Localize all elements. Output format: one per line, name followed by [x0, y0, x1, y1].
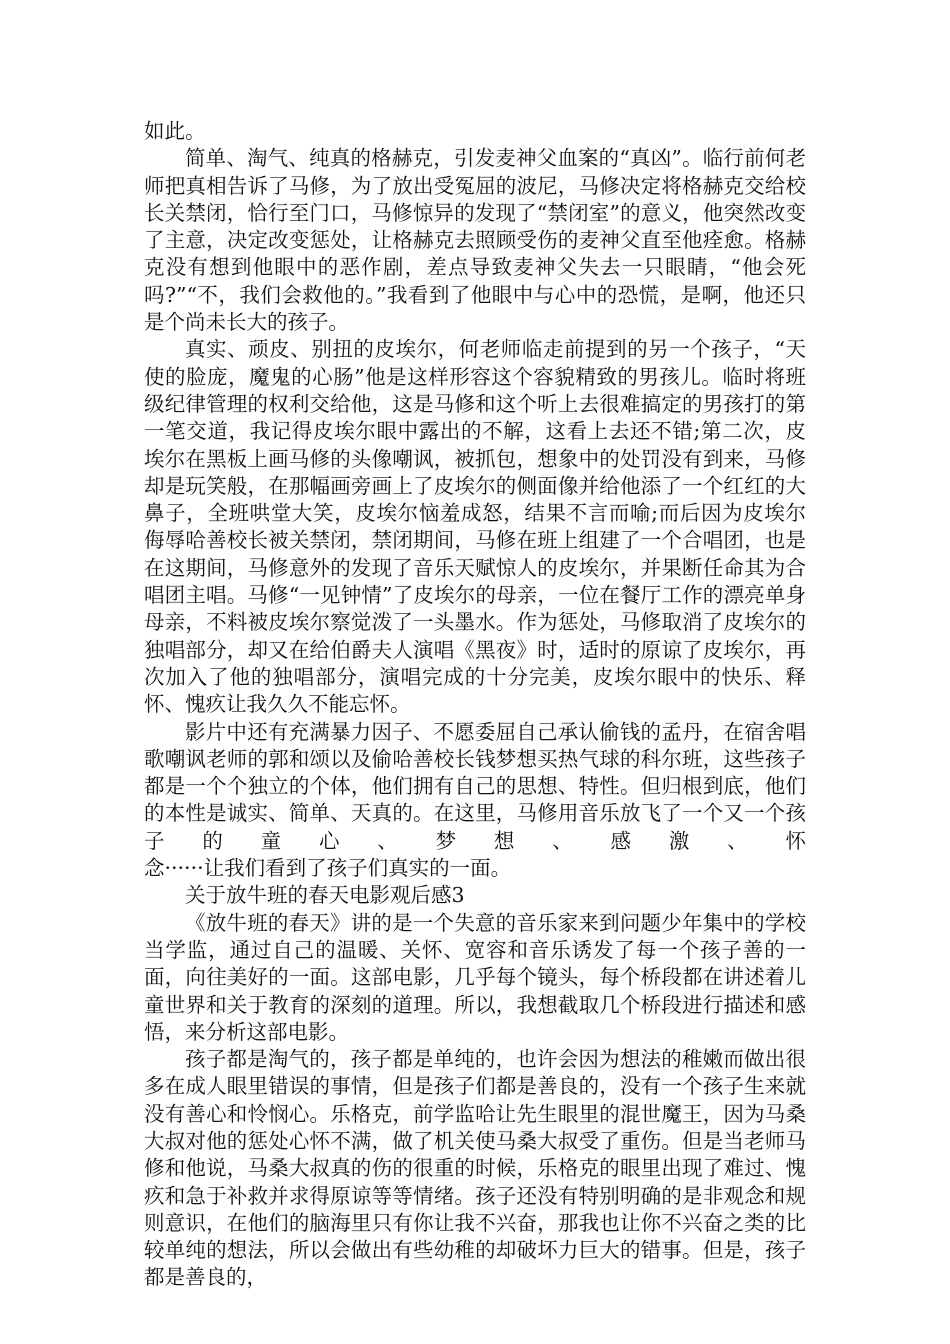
section-heading: 关于放牛班的春天电影观后感3 — [185, 883, 465, 908]
document-body — [144, 118, 806, 1292]
paragraph-gehek: 简单、淘气、纯真的格赫克，引发麦神父血案的“真凶”。临行前何老师把真相告诉了马修，为了放出受冤屈的波尼，马修决定将格赫克交给校长关禁闭，恰行至门口，马修惊异的发现了“禁闭室”的意义，他突然改变了主意，决定改变惩处，让格赫克去照顾受伤的麦神父直至他痊愈。格赫克没有想到他眼中的恶作剧，差点导致麦神父失去一只眼睛，“他会死吗?”“不，我们会救他的。”我看到了他眼中与心中的恐慌，是啊，他还只是个尚未长大的孩子。 — [144, 146, 806, 335]
paragraph-film-intro: 《放牛班的春天》讲的是一个失意的音乐家来到问题少年集中的学校当学监，通过自己的温暖、关怀、宽容和音乐诱发了每一个孩子善的一面，向往美好的一面。这部电影，几乎每个镜头，每个桥段都在讲述着儿童世界和关于教育的深刻的道理。所以，我想截取几个桥段进行描述和感悟，来分析这部电影。 — [144, 910, 806, 1044]
paragraph-continuation: 如此。 — [144, 119, 206, 143]
paragraph-pierre: 真实、顽皮、别扭的皮埃尔，何老师临走前提到的另一个孩子，“天使的脸庞，魔鬼的心肠”他是这样形容这个容貌精致的男孩儿。临时将班级纪律管理的权利交给他，这是马修和这个听上去很难搞定的男孩打的第一笔交道，我记得皮埃尔眼中露出的不解，这看上去还不错;第二次，皮埃尔在黑板上画马修的头像嘲讽，被抓包，想象中的处罚没有到来，马修却是玩笑般，在那幅画旁画上了皮埃尔的侧面像并给他添了一个红红的大鼻子，全班哄堂大笑，皮埃尔恼羞成怒，结果不言而喻;而后因为皮埃尔侮辱哈善校长被关禁闭，禁闭期间，马修在班上组建了一个合唱团，也是在这期间，马修意外的发现了音乐天赋惊人的皮埃尔，并果断任命其为合唱团主唱。马修“一见钟情”了皮埃尔的母亲，一位在餐厅工作的漂亮单身母亲，不料被皮埃尔察觉泼了一头墨水。作为惩处，马修取消了皮埃尔的独唱部分，却又在给伯爵夫人演唱《黑夜》时，适时的原谅了皮埃尔，再次加入了他的独唱部分，演唱完成的十分完美，皮埃尔眼中的快乐、释怀、愧疚让我久久不能忘怀。 — [144, 337, 806, 717]
paragraph-other-children: 影片中还有充满暴力因子、不愿委屈自己承认偷钱的孟丹，在宿舍唱歌嘲讽老师的郭和颂以及偷哈善校长钱梦想买热气球的科尔班，这些孩子都是一个个独立的个体，他们拥有自己的思想、特性。但归根到底，他们的本性是诚实、简单、天真的。在这里，马修用音乐放飞了一个又一个孩子的童心、梦想、感激、怀 — [144, 719, 806, 853]
paragraph-other-children-end: 念······让我们看到了孩子们真实的一面。 — [144, 856, 512, 881]
paragraph-children-nature: 孩子都是淘气的，孩子都是单纯的，也许会因为想法的稚嫩而做出很多在成人眼里错误的事情，但是孩子们都是善良的，没有一个孩子生来就没有善心和怜悯心。乐格克，前学监哈让先生眼里的混世魔王，因为马桑大叔对他的惩处心怀不满，做了机关使马桑大叔受了重伤。但是当老师马修和他说，马桑大叔真的伤的很重的时候，乐格克的眼里出现了难过、愧疚和急于补救并求得原谅等等情绪。孩子还没有特别明确的是非观念和规则意识，在他们的脑海里只有你让我不兴奋，那我也让你不兴奋之类的比较单纯的想法，所以会做出有些幼稚的却破坏力巨大的错事。但是，孩子都是善良的， — [144, 1047, 806, 1290]
